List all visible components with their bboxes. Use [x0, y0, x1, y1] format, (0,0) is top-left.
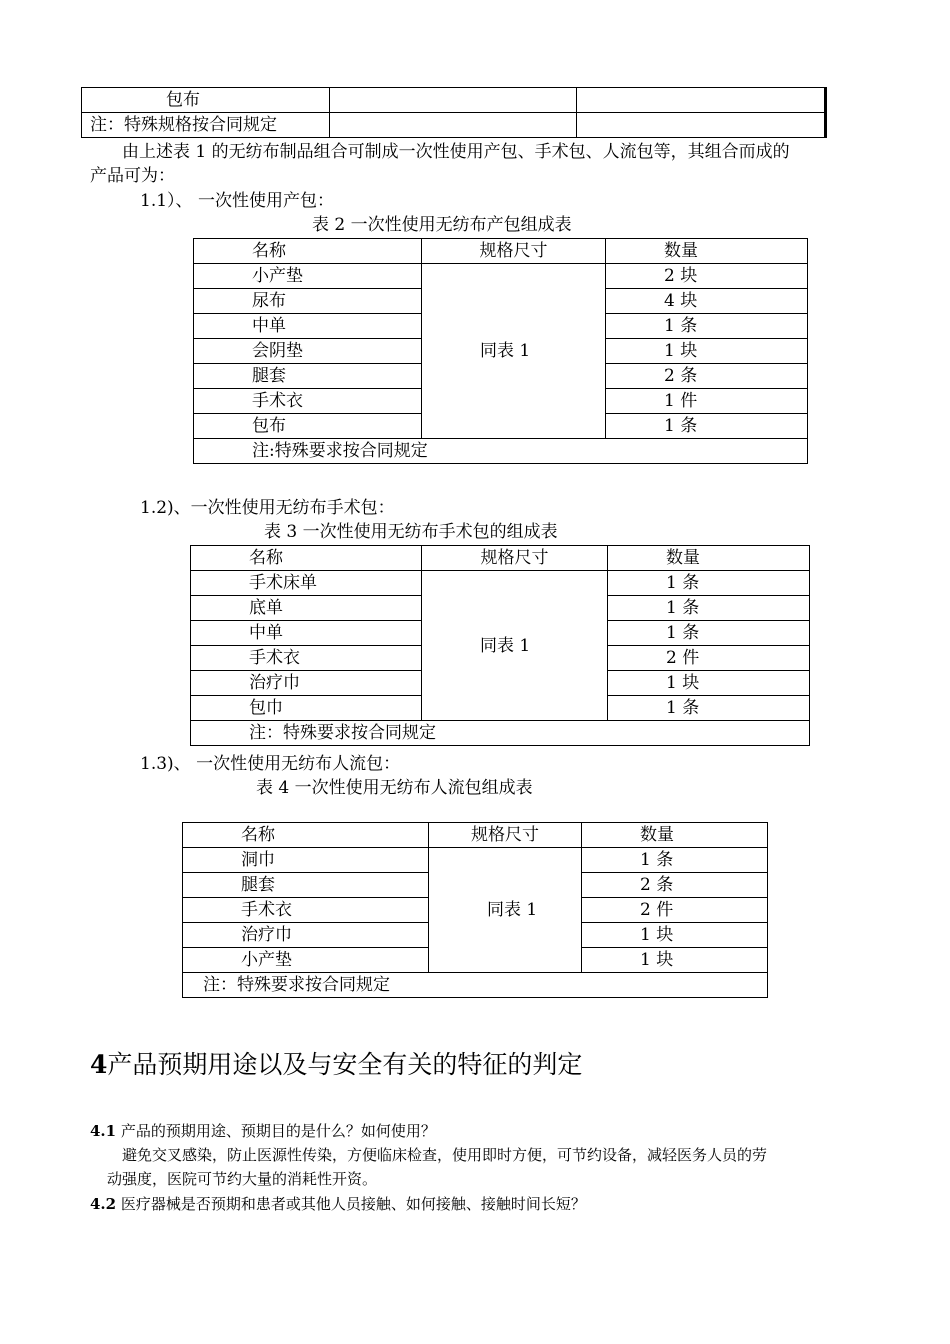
q41	[90, 1120, 436, 1142]
table4-note: 注：特殊要求按合同规定	[183, 973, 768, 998]
sec13-caption: 表 4 一次性使用无纺布人流包组成表	[256, 778, 533, 798]
table4-header-name: 名称	[183, 823, 429, 848]
section4-number: 4	[90, 1050, 108, 1079]
sec11-heading: 1.1）、 一次性使用产包：	[140, 191, 334, 211]
table1-cell-empty	[577, 88, 826, 113]
table2-row-name: 包布	[194, 414, 422, 439]
intro-line-2: 产品可为：	[90, 166, 175, 186]
section4-heading	[90, 1048, 582, 1082]
q42-text: 医疗器械是否预期和患者或其他人员接触、如何接触、接触时间长短？	[120, 1195, 586, 1213]
q42	[90, 1193, 586, 1215]
table2-row-name: 腿套	[194, 364, 422, 389]
table1-tail	[81, 87, 827, 138]
table4-row-qty: 2 条	[582, 873, 768, 898]
table3-header-spec: 规格尺寸	[422, 546, 608, 571]
table4-spec: 同表 1	[429, 848, 582, 973]
table4-row-qty: 1 块	[582, 923, 768, 948]
table2-row-name: 小产垫	[194, 264, 422, 289]
table3-note: 注：特殊要求按合同规定	[191, 721, 810, 746]
table3-row-name: 手术衣	[191, 646, 422, 671]
q42-number: 4.2	[90, 1195, 117, 1213]
sec12-caption: 表 3 一次性使用无纺布手术包的组成表	[264, 522, 558, 542]
table1-note: 注：特殊规格按合同规定	[82, 113, 330, 138]
table4-header-qty: 数量	[582, 823, 768, 848]
table2-row-qty: 2 块	[606, 264, 808, 289]
table3	[190, 545, 810, 746]
table1-cell-name: 包布	[82, 88, 330, 113]
table1-cell-empty	[330, 88, 577, 113]
table3-row-name: 底单	[191, 596, 422, 621]
table2-spec: 同表 1	[422, 264, 606, 439]
q41-number: 4.1	[90, 1122, 117, 1140]
table3-row-name: 包巾	[191, 696, 422, 721]
table3-row-qty: 1 条	[608, 571, 810, 596]
table3-header-qty: 数量	[608, 546, 810, 571]
table3-row-qty: 1 块	[608, 671, 810, 696]
table3-row-qty: 1 条	[608, 596, 810, 621]
q41-text: 产品的预期用途、预期目的是什么？如何使用？	[120, 1122, 436, 1140]
table4-row-name: 洞巾	[183, 848, 429, 873]
table2-header-qty: 数量	[606, 239, 808, 264]
table2-row-qty: 1 条	[606, 314, 808, 339]
table2-row-name: 中单	[194, 314, 422, 339]
a41-line-1: 避免交叉感染，防止医源性传染，方便临床检查，使用即时方便，可节约设备，减轻医务人员的劳	[122, 1146, 768, 1164]
table2-row-qty: 4 块	[606, 289, 808, 314]
table4-row-qty: 1 块	[582, 948, 768, 973]
table3-row-name: 手术床单	[191, 571, 422, 596]
table2-header-name: 名称	[194, 239, 422, 264]
table2-row-qty: 1 块	[606, 339, 808, 364]
sec11-caption: 表 2 一次性使用无纺布产包组成表	[312, 215, 572, 235]
table3-row-qty: 1 条	[608, 696, 810, 721]
table2-row-qty: 1 条	[606, 414, 808, 439]
table4	[182, 822, 768, 998]
table4-row-name: 腿套	[183, 873, 429, 898]
table2-row-qty: 2 条	[606, 364, 808, 389]
table3-row-name: 治疗巾	[191, 671, 422, 696]
a41-line-2: 动强度，医院可节约大量的消耗性开资。	[107, 1170, 378, 1188]
table2-header-spec: 规格尺寸	[422, 239, 606, 264]
table2	[193, 238, 808, 464]
table4-row-qty: 2 件	[582, 898, 768, 923]
table3-spec: 同表 1	[422, 571, 608, 721]
table3-row-qty: 2 件	[608, 646, 810, 671]
table4-header-spec: 规格尺寸	[429, 823, 582, 848]
table1-cell-empty	[577, 113, 826, 138]
sec12-heading: 1.2)、一次性使用无纺布手术包：	[140, 498, 395, 518]
table4-row-name: 小产垫	[183, 948, 429, 973]
table3-header-name: 名称	[191, 546, 422, 571]
table2-row-name: 尿布	[194, 289, 422, 314]
table2-row-name: 手术衣	[194, 389, 422, 414]
table4-row-qty: 1 条	[582, 848, 768, 873]
table4-row-name: 手术衣	[183, 898, 429, 923]
table1-cell-empty	[330, 113, 577, 138]
table2-note: 注:特殊要求按合同规定	[194, 439, 808, 464]
intro-line-1: 由上述表 1 的无纺布制品组合可制成一次性使用产包、手术包、人流包等，其组合而成的	[122, 142, 790, 162]
table3-row-qty: 1 条	[608, 621, 810, 646]
section4-title: 产品预期用途以及与安全有关的特征的判定	[107, 1050, 583, 1079]
table3-row-name: 中单	[191, 621, 422, 646]
table2-row-name: 会阴垫	[194, 339, 422, 364]
sec13-heading: 1.3)、 一次性使用无纺布人流包：	[140, 754, 401, 774]
table4-row-name: 治疗巾	[183, 923, 429, 948]
table2-row-qty: 1 件	[606, 389, 808, 414]
